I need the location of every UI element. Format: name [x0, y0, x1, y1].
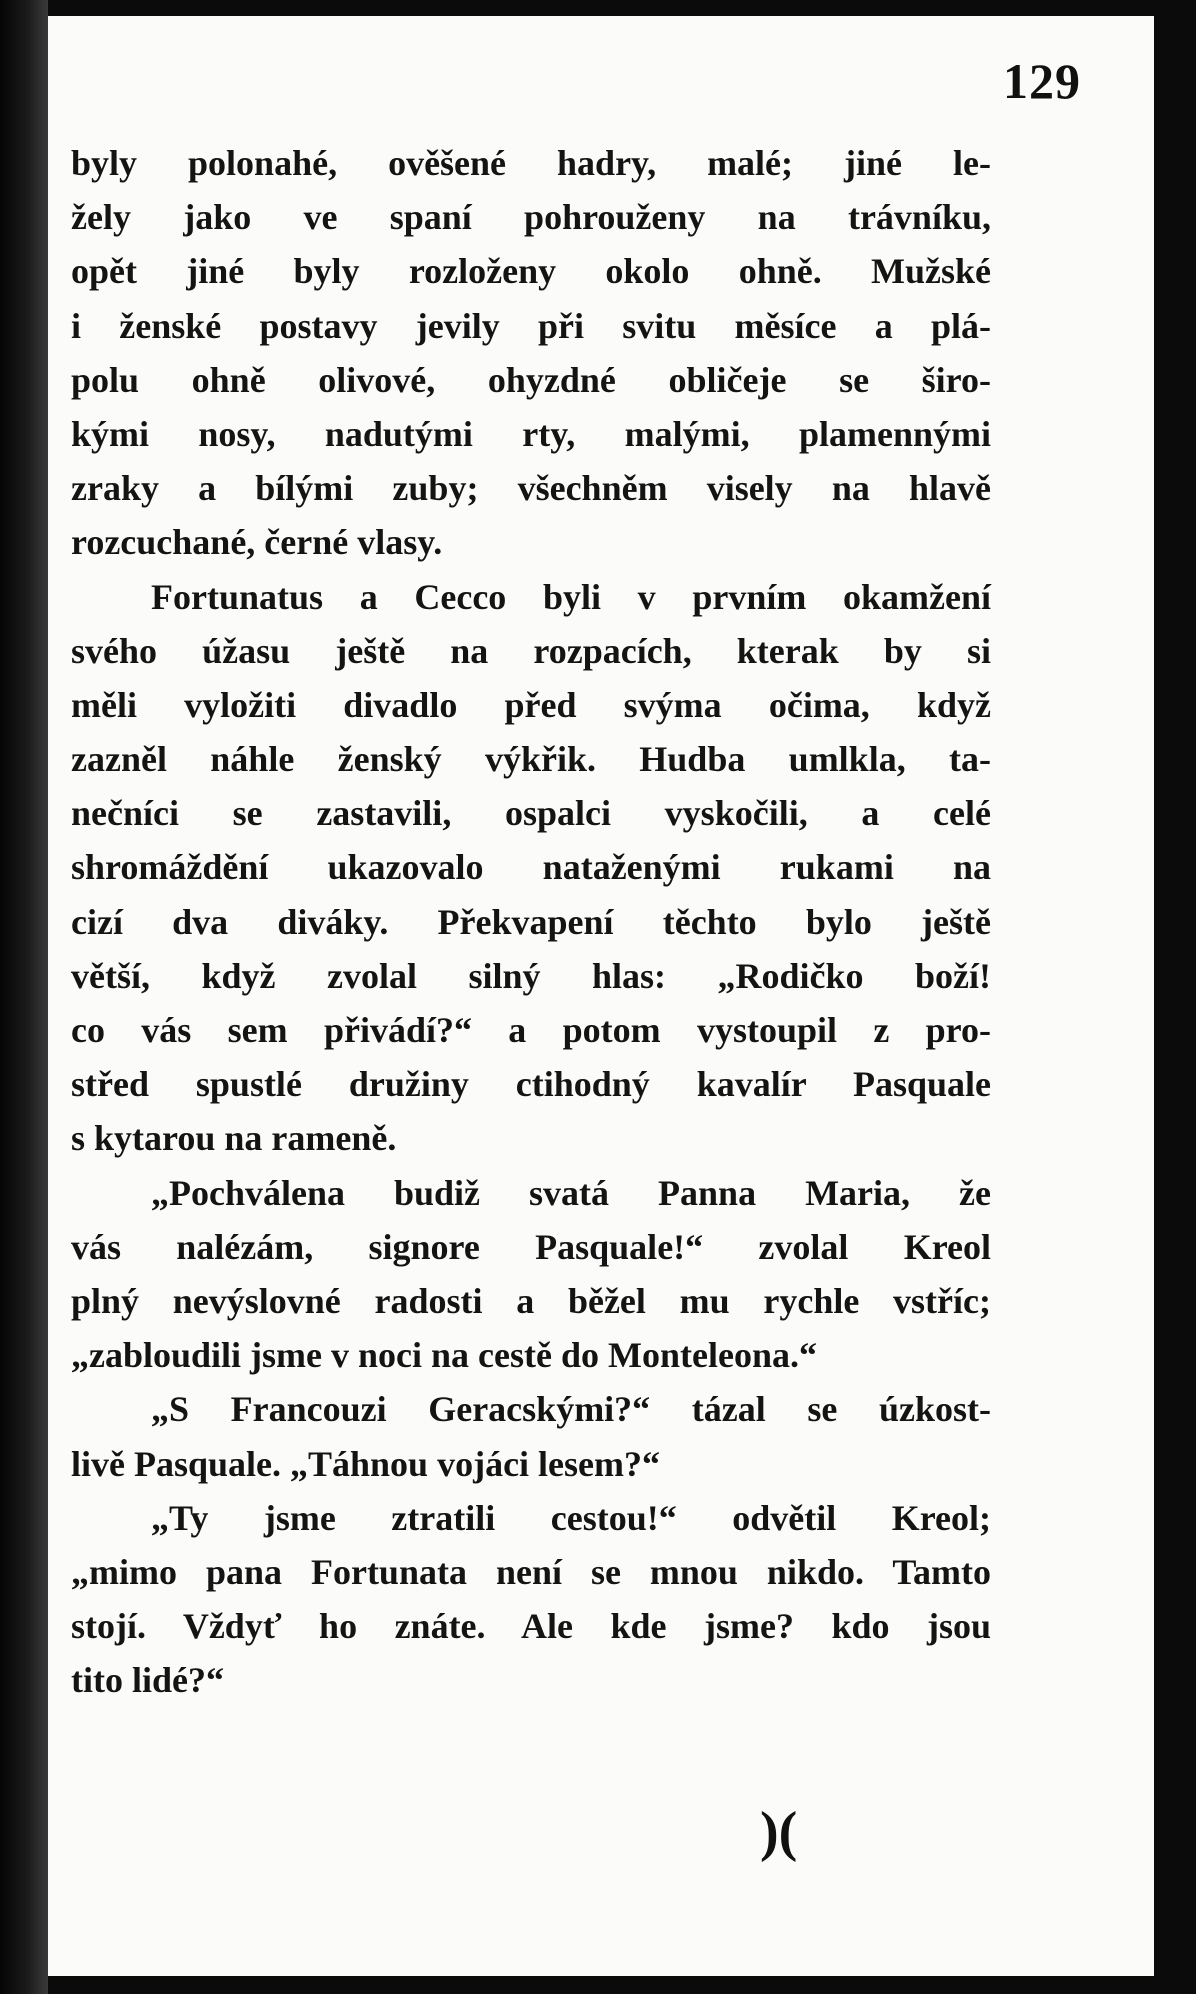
page-end-ornament: )( [760, 1801, 798, 1863]
text-line: rozcuchané, černé vlasy. [71, 522, 443, 563]
text-line: střed spustlé družiny ctihodný kavalír Pasquale [71, 1064, 991, 1105]
text-line: opět jiné byly rozloženy okolo ohně. Mužské [71, 251, 991, 292]
text-line: svého úžasu ještě na rozpacích, kterak by si [71, 630, 991, 671]
paragraph [71, 136, 991, 570]
paragraph [71, 1491, 991, 1708]
page-edge-shadow [1154, 0, 1196, 1994]
text-line: cizí dva diváky. Překvapení těchto bylo ještě [71, 901, 991, 942]
page-number: 129 [1003, 53, 1081, 109]
body-text [71, 136, 991, 1707]
text-line: „Ty jsme ztratili cestou!“ odvětil Kreol; [151, 1497, 991, 1538]
text-line: s kytarou na rameně. [71, 1118, 397, 1159]
text-line: zraky a bílými zuby; všechněm visely na hlavě [71, 468, 991, 509]
text-line: tito lidé?“ [71, 1660, 224, 1701]
text-line: „Pochválena budiž svatá Panna Maria, že [151, 1172, 991, 1213]
text-line: měli vyložiti divadlo před svýma očima, když [71, 684, 991, 725]
text-line: vás nalézám, signore Pasquale!“ zvolal Kreol [71, 1226, 991, 1267]
text-line: shromáždění ukazovalo nataženými rukami na [71, 847, 991, 888]
text-line: livě Pasquale. „Táhnou vojáci lesem?“ [71, 1443, 661, 1484]
book-spine-shadow [0, 0, 48, 1994]
text-line: „S Francouzi Geracskými?“ tázal se úzkost- [151, 1389, 991, 1430]
text-line: byly polonahé, ověšené hadry, malé; jiné le- [71, 143, 991, 183]
text-line: stojí. Vždyť ho znáte. Ale kde jsme? kdo jsou [71, 1606, 991, 1647]
paragraph [71, 1166, 991, 1383]
text-line: nečníci se zastavili, ospalci vyskočili, a celé [71, 793, 991, 834]
text-line: plný nevýslovné radosti a běžel mu rychle vstříc; [71, 1280, 991, 1321]
text-line: Fortunatus a Cecco byli v prvním okamžení [151, 576, 991, 617]
text-line: co vás sem přivádí?“ a potom vystoupil z pro- [71, 1010, 991, 1050]
text-line: žely jako ve spaní pohrouženy na trávníku, [71, 197, 991, 238]
text-line: i ženské postavy jevily při svitu měsíce a plá- [71, 305, 991, 346]
paragraph [71, 1382, 991, 1490]
paragraph [71, 570, 991, 1166]
text-line: kými nosy, nadutými rty, malými, plamennými [71, 413, 991, 454]
text-line: „mimo pana Fortunata není se mnou nikdo. Tamto [71, 1551, 991, 1592]
text-line: polu ohně olivové, ohyzdné obličeje se širo- [71, 359, 991, 400]
text-line: zazněl náhle ženský výkřik. Hudba umlkla, ta- [71, 739, 991, 780]
text-line: „zabloudili jsme v noci na cestě do Monteleona.“ [71, 1335, 817, 1376]
text-line: větší, když zvolal silný hlas: „Rodičko boží! [71, 955, 991, 996]
